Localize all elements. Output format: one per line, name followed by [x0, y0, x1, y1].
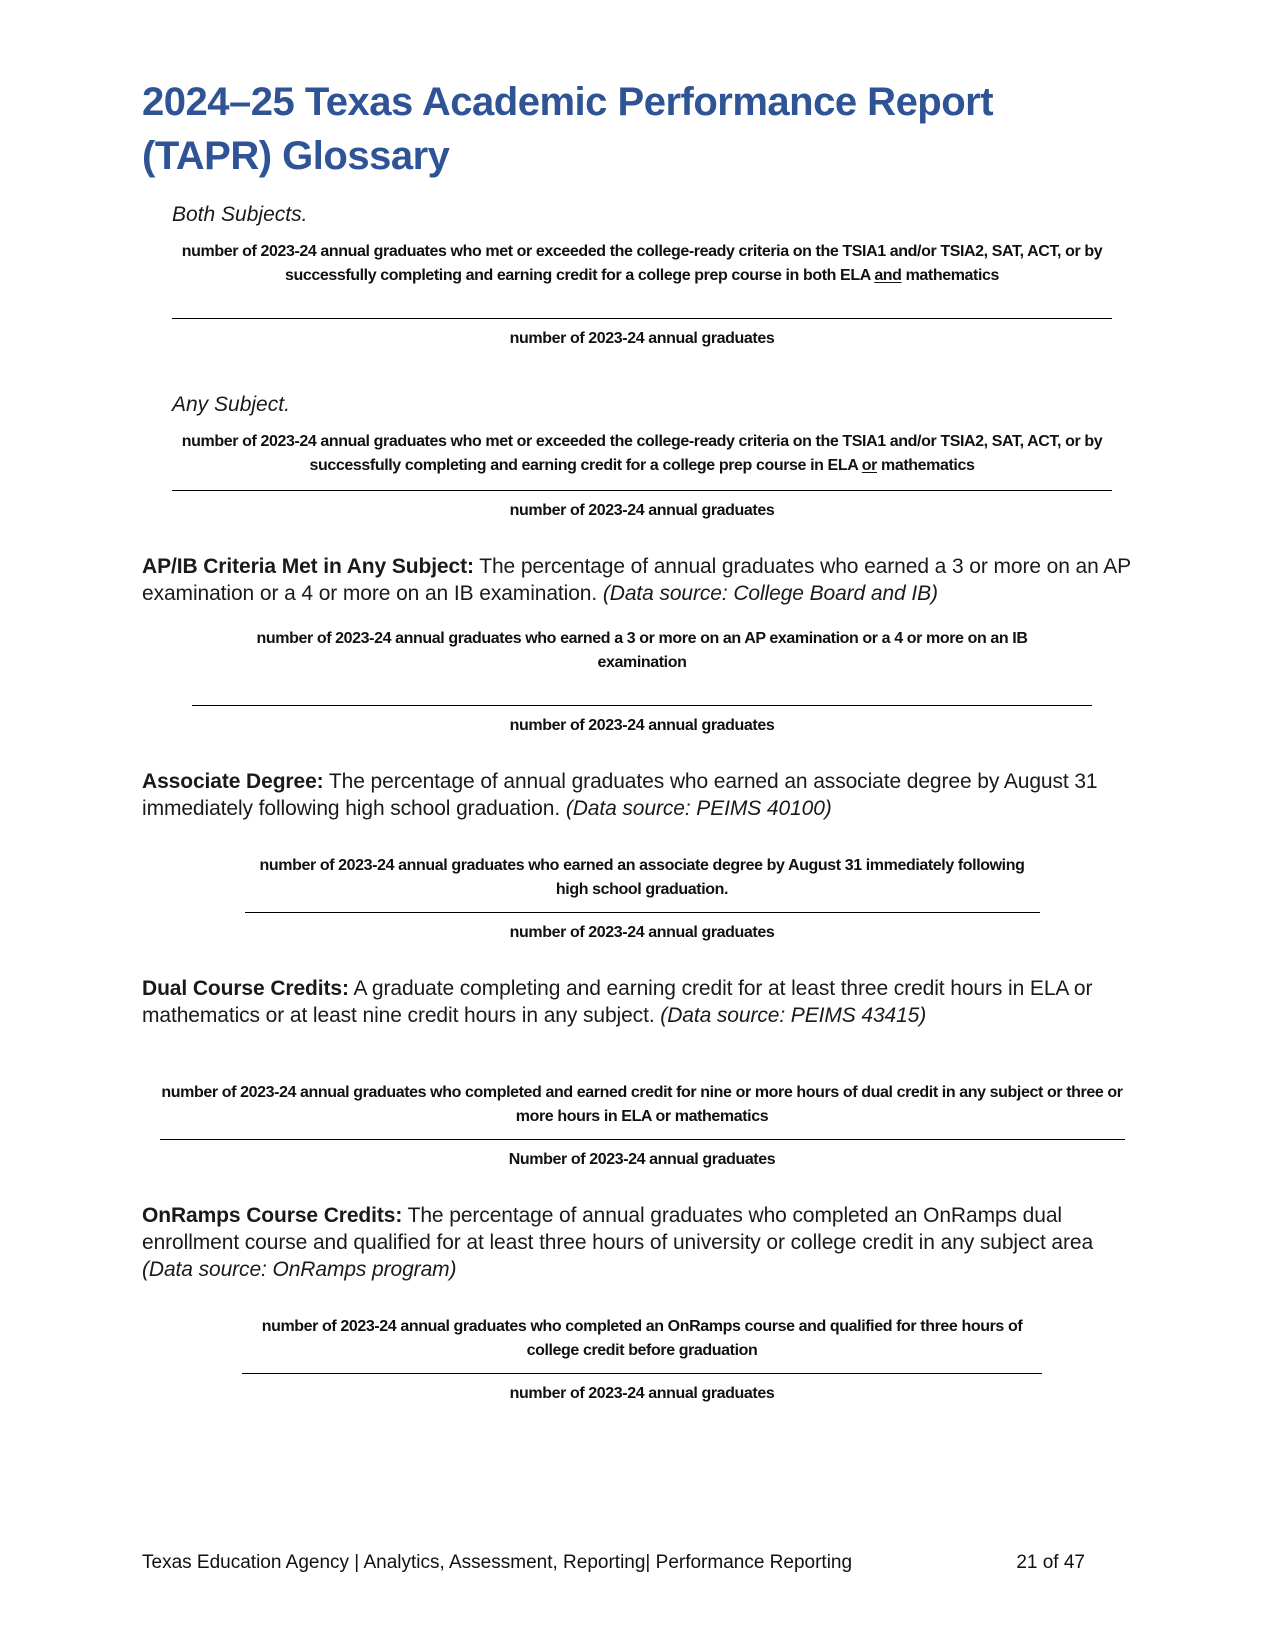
definition-term: Associate Degree:	[142, 770, 324, 793]
glossary-content	[142, 201, 1142, 1406]
data-source: (Data source: PEIMS 43415)	[660, 1004, 927, 1027]
definition-term: AP/IB Criteria Met in Any Subject:	[142, 555, 474, 578]
definition-paragraph	[142, 1202, 1142, 1283]
definition-text: The percentage of annual graduates who earned a 3 or more on an AP examination or a 4 or more on an IB examination.	[142, 555, 1131, 605]
definition-paragraph	[142, 975, 1142, 1029]
formula-fraction	[192, 627, 1092, 738]
formula-numerator: number of 2023-24 annual graduates who met or exceeded the college-ready criteria on the TSIA1 and/or TSIA2, SAT, ACT, or by successfully completing and earning credit for a college prep course in ELA or mathematics	[172, 430, 1112, 491]
definition-text: A graduate completing and earning credit for at least three credit hours in ELA or mathematics or at least nine credit hours in any subject.	[142, 977, 1093, 1027]
formula-denominator: number of 2023-24 annual graduates	[509, 717, 775, 734]
definition-term: OnRamps Course Credits:	[142, 1204, 403, 1227]
footer-text: Texas Education Agency | Analytics, Assessment, Reporting| Performance Reporting	[142, 1552, 853, 1573]
formula-fraction	[245, 854, 1040, 945]
data-source: (Data source: PEIMS 40100)	[565, 797, 832, 820]
page-footer	[142, 1552, 1085, 1574]
definition-paragraph	[142, 553, 1142, 607]
formula-fraction	[172, 240, 1112, 351]
data-source: (Data source: OnRamps program)	[142, 1258, 457, 1281]
formula-denominator: number of 2023-24 annual graduates	[509, 502, 775, 519]
formula-denominator: number of 2023-24 annual graduates	[509, 1385, 775, 1402]
formula-denominator: Number of 2023-24 annual graduates	[508, 1151, 776, 1168]
formula-numerator: number of 2023-24 annual graduates who met or exceeded the college-ready criteria on the TSIA1 and/or TSIA2, SAT, ACT, or by successfully completing and earning credit for a college prep course in both ELA and mathematics	[172, 240, 1112, 319]
subject-label: Any Subject.	[172, 393, 290, 416]
subject-label: Both Subjects.	[172, 203, 308, 226]
formula-fraction	[172, 430, 1112, 523]
definition-text: The percentage of annual graduates who earned an associate degree by August 31 immediately following high school graduation.	[142, 770, 1098, 820]
page-number: 21 of 47	[1016, 1552, 1085, 1573]
formula-numerator: number of 2023-24 annual graduates who earned a 3 or more on an AP examination or a 4 or more on an IB examination	[192, 627, 1092, 706]
definition-paragraph	[142, 768, 1142, 822]
formula-denominator: number of 2023-24 annual graduates	[509, 924, 775, 941]
formula-denominator: number of 2023-24 annual graduates	[509, 330, 775, 347]
formula-fraction	[160, 1081, 1125, 1172]
formula-numerator: number of 2023-24 annual graduates who completed and earned credit for nine or more hours of dual credit in any subject or three or more hours in ELA or mathematics	[160, 1081, 1125, 1140]
definition-term: Dual Course Credits:	[142, 977, 349, 1000]
definition-text: The percentage of annual graduates who completed an OnRamps dual enrollment course and qualified for at least three hours of university or college credit in any subject area	[142, 1204, 1094, 1254]
data-source: (Data source: College Board and IB)	[602, 582, 938, 605]
page-title: 2024–25 Texas Academic Performance Report (TAPR) Glossary	[142, 80, 994, 178]
formula-fraction	[242, 1315, 1042, 1406]
formula-numerator: number of 2023-24 annual graduates who earned an associate degree by August 31 immediately following high school graduation.	[245, 854, 1040, 913]
formula-numerator: number of 2023-24 annual graduates who completed an OnRamps course and qualified for three hours of college credit before graduation	[242, 1315, 1042, 1374]
